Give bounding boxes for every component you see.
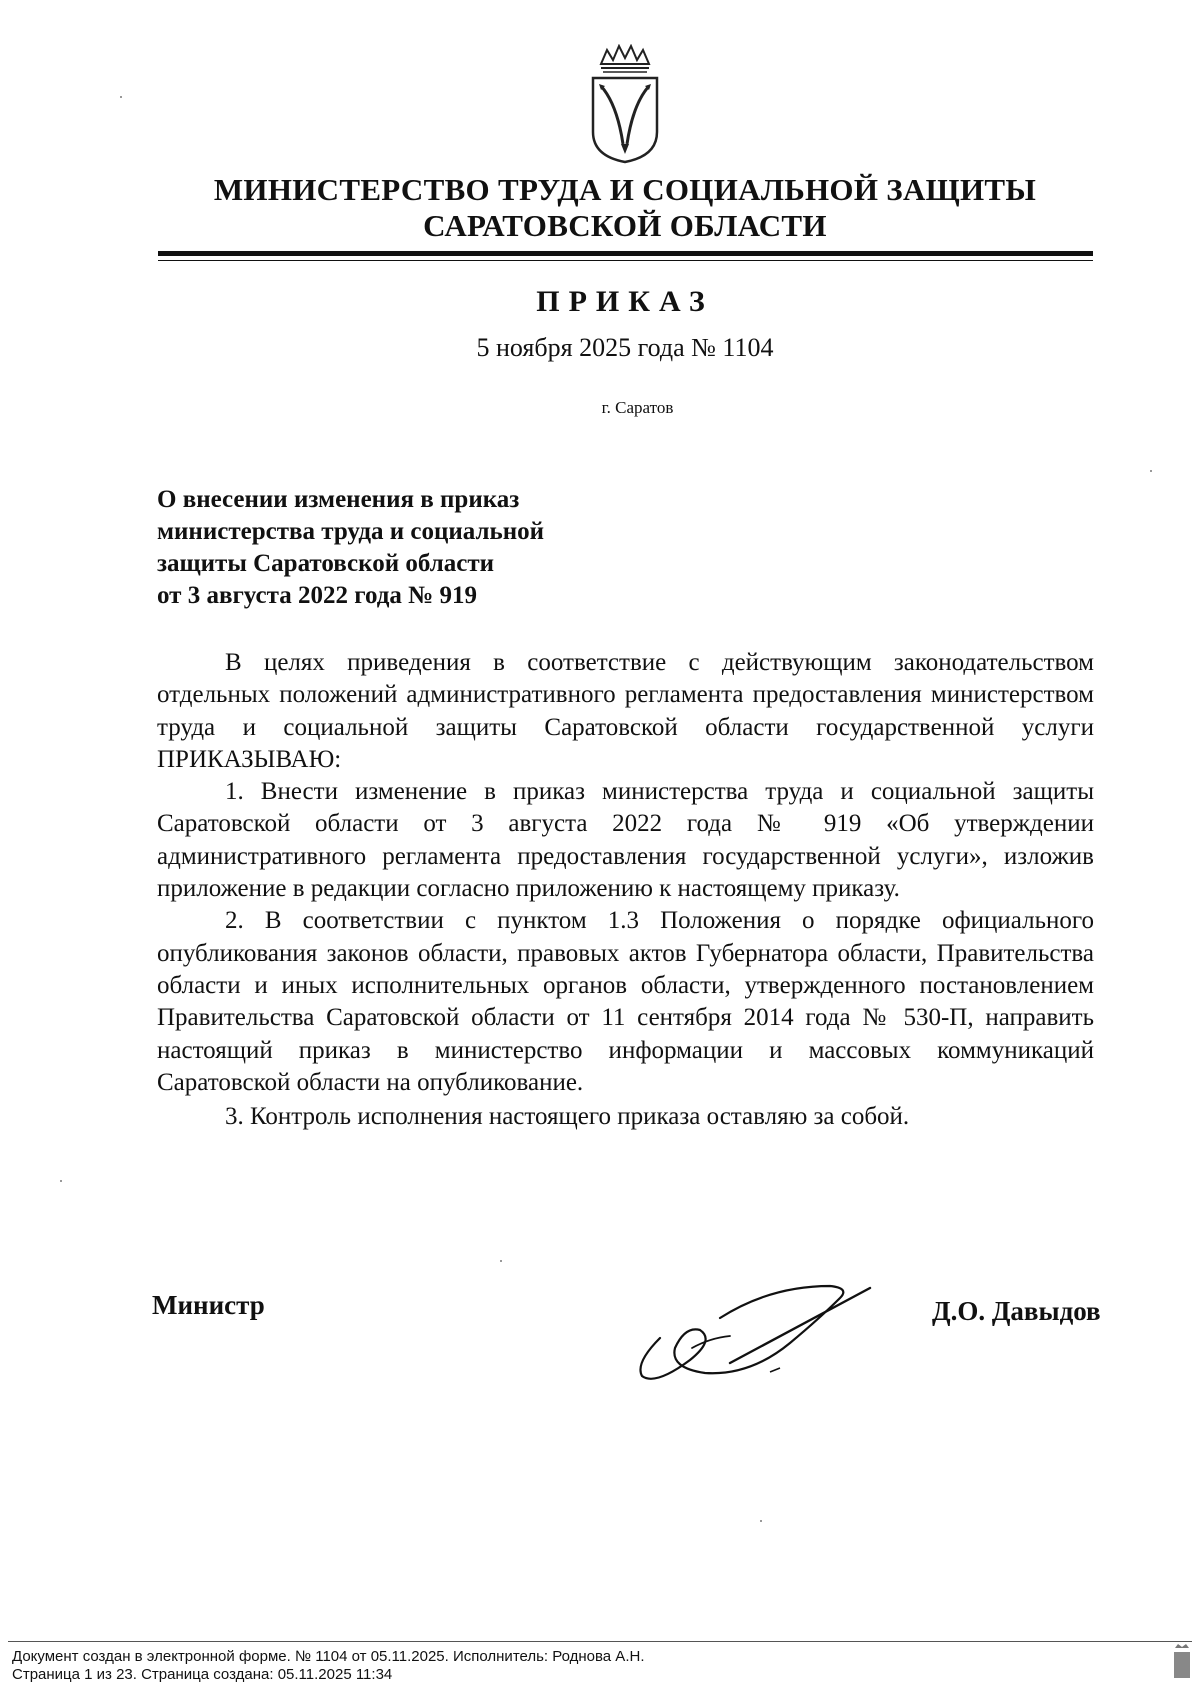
signature-block <box>0 1290 1200 1410</box>
electronic-document-footer <box>12 1648 644 1684</box>
signatory-name: Д.О. Давыдов <box>932 1296 1101 1326</box>
subject-line: защиты Саратовской области <box>157 550 495 577</box>
scan-speck <box>1150 470 1152 472</box>
subject-line: О внесении изменения в приказ <box>157 486 520 513</box>
scan-speck <box>760 1520 762 1522</box>
header-rule-thin <box>158 260 1093 261</box>
ministry-name-line1: МИНИСТЕРСТВО ТРУДА И СОЦИАЛЬНОЙ ЗАЩИТЫ <box>213 172 1037 207</box>
ministry-name <box>150 172 1100 244</box>
scan-speck <box>60 1180 62 1182</box>
ministry-name-line2: САРАТОВСКОЙ ОБЛАСТИ <box>423 208 827 243</box>
order-city: г. Саратов <box>601 398 674 417</box>
header-rule-thick <box>158 251 1093 256</box>
order-title: ПРИКАЗ <box>536 285 714 318</box>
footer-line2: Страница 1 из 23. Страница создана: 05.11.2025 11:34 <box>12 1666 393 1683</box>
preamble-paragraph: В целях приведения в соответствие с действующим законодательством отдельных положений административного регламента предоставления министерством труда и социальной защиты Саратовской области государственной услуги ПРИКАЗЫВАЮ: <box>157 649 1094 773</box>
subject-line: министерства труда и социальной <box>157 518 545 545</box>
handwritten-signature <box>630 1268 885 1388</box>
scan-speck <box>120 96 122 98</box>
signatory-position: Министр <box>152 1290 265 1320</box>
order-item-1: 1. Внести изменение в приказ министерства труда и социальной защиты Саратовской области от 3 августа 2022 года № 919 «Об утверждении административного регламента предоставления государственной услуги», изложив приложение в редакции согласно приложению к настоящему приказу. <box>157 778 1094 903</box>
order-date-number: 5 ноября 2025 года № 1104 <box>476 333 774 362</box>
footer-rule <box>8 1641 1192 1642</box>
subject-line: от 3 августа 2022 года № 919 <box>157 582 477 609</box>
order-item-3: 3. Контроль исполнения настоящего приказа оставляю за собой. <box>225 1103 910 1131</box>
order-body <box>157 647 1094 1133</box>
scan-speck <box>500 1260 502 1262</box>
coat-of-arms-small-icon <box>1172 1644 1192 1680</box>
coat-of-arms-icon <box>587 44 663 164</box>
order-item-2: 2. В соответствии с пунктом 1.3 Положения о порядке официального опубликования законов области, правовых актов Губернатора области, Правительства области и иных исполнительных органов области, утвержденного постановлением Правительства Саратовской области от 11 сентября 2014 года № 530-П, направить настоящий приказ в министерство информации и массовых коммуникаций Саратовской области на опубликование. <box>157 907 1094 1096</box>
order-subject <box>157 484 627 612</box>
footer-line1: Документ создан в электронной форме. № 1104 от 05.11.2025. Исполнитель: Роднова А.Н. <box>12 1648 645 1665</box>
